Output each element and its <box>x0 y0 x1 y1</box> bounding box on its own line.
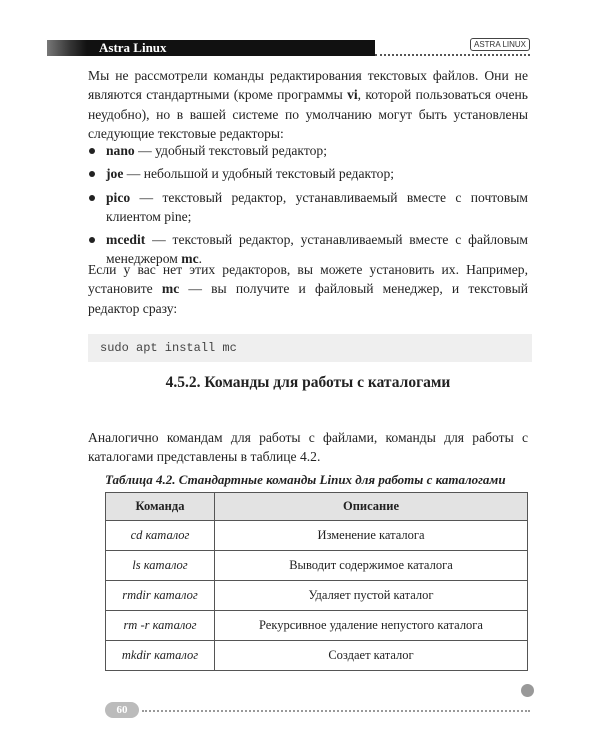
description-cell: Рекурсивное удаление непустого каталога <box>215 611 528 641</box>
table-row <box>106 641 528 671</box>
footer-circle-icon <box>521 684 534 697</box>
install-text: Если у вас нет этих редакторов, вы можете установить их. Например, установите <box>88 262 528 297</box>
mc-keyword: mc <box>161 281 180 297</box>
editor-desc: — текстовый редактор, устанавливаемый вместе с почтовым клиентом pine; <box>106 189 528 224</box>
section-intro: Аналогично командам для работы с файлами, команды для работы с каталогами представлены в таблице 4.2. <box>88 430 528 465</box>
command-cell: cd каталог <box>106 521 215 551</box>
list-item <box>88 188 528 227</box>
editor-name: pico <box>106 189 131 205</box>
column-header: Команда <box>106 493 215 521</box>
table-row <box>106 521 528 551</box>
header-dotted-rule <box>375 54 530 56</box>
install-text-end: — вы получите и файловый менеджер, и текстовый редактор сразу: <box>88 281 529 316</box>
editor-desc: — текстовый редактор, устанавливаемый вместе с файловым менеджером <box>106 232 528 267</box>
intro-text-end: , которой пользоваться очень неудобно), но в вашей системе по умолчанию могут быть установлены следующие текстовые редакторы: <box>88 87 528 141</box>
page-number: 60 <box>105 702 139 718</box>
section-heading: 4.5.2. Команды для работы с каталогами <box>165 374 451 391</box>
command-cell: ls каталог <box>106 551 215 581</box>
list-item <box>88 164 528 183</box>
editor-list <box>88 141 528 273</box>
table-row <box>106 581 528 611</box>
commands-table <box>105 492 528 671</box>
description-cell: Создает каталог <box>215 641 528 671</box>
footer-dotted-rule <box>142 710 530 712</box>
table-header-row <box>106 493 528 521</box>
list-item <box>88 141 528 160</box>
intro-text: Мы не рассмотрели команды редактирования текстовых файлов. Они не являются стандартными (кроме программы <box>88 68 528 103</box>
vi-keyword: vi <box>347 87 358 103</box>
editor-name: nano <box>106 143 135 158</box>
description-cell: Выводит содержимое каталога <box>215 551 528 581</box>
editor-name: mcedit <box>106 232 146 248</box>
header-texture <box>47 40 87 56</box>
table-caption: Таблица 4.2. Стандартные команды Linux для работы с каталогами <box>105 472 506 487</box>
running-header-bar <box>47 40 375 56</box>
intro-paragraph <box>88 66 528 143</box>
command-cell: mkdir каталог <box>106 641 215 671</box>
editor-name: joe <box>106 166 124 182</box>
description-cell: Удаляет пустой каталог <box>215 581 528 611</box>
table-row <box>106 551 528 581</box>
column-header: Описание <box>215 493 528 521</box>
table-row <box>106 611 528 641</box>
description-cell: Изменение каталога <box>215 521 528 551</box>
code-block: sudo apt install mc <box>88 334 532 362</box>
editor-desc: — удобный текстовый редактор; <box>134 143 327 158</box>
astra-linux-logo: ASTRA LINUX <box>470 38 530 51</box>
running-header-title: Astra Linux <box>99 40 167 55</box>
editor-desc-end: . <box>198 251 203 267</box>
command-cell: rm -r каталог <box>106 611 215 641</box>
mc-keyword: mc <box>181 251 199 267</box>
editor-desc: — небольшой и удобный текстовый редактор; <box>123 166 395 182</box>
command-cell: rmdir каталог <box>106 581 215 611</box>
install-paragraph <box>88 260 528 318</box>
